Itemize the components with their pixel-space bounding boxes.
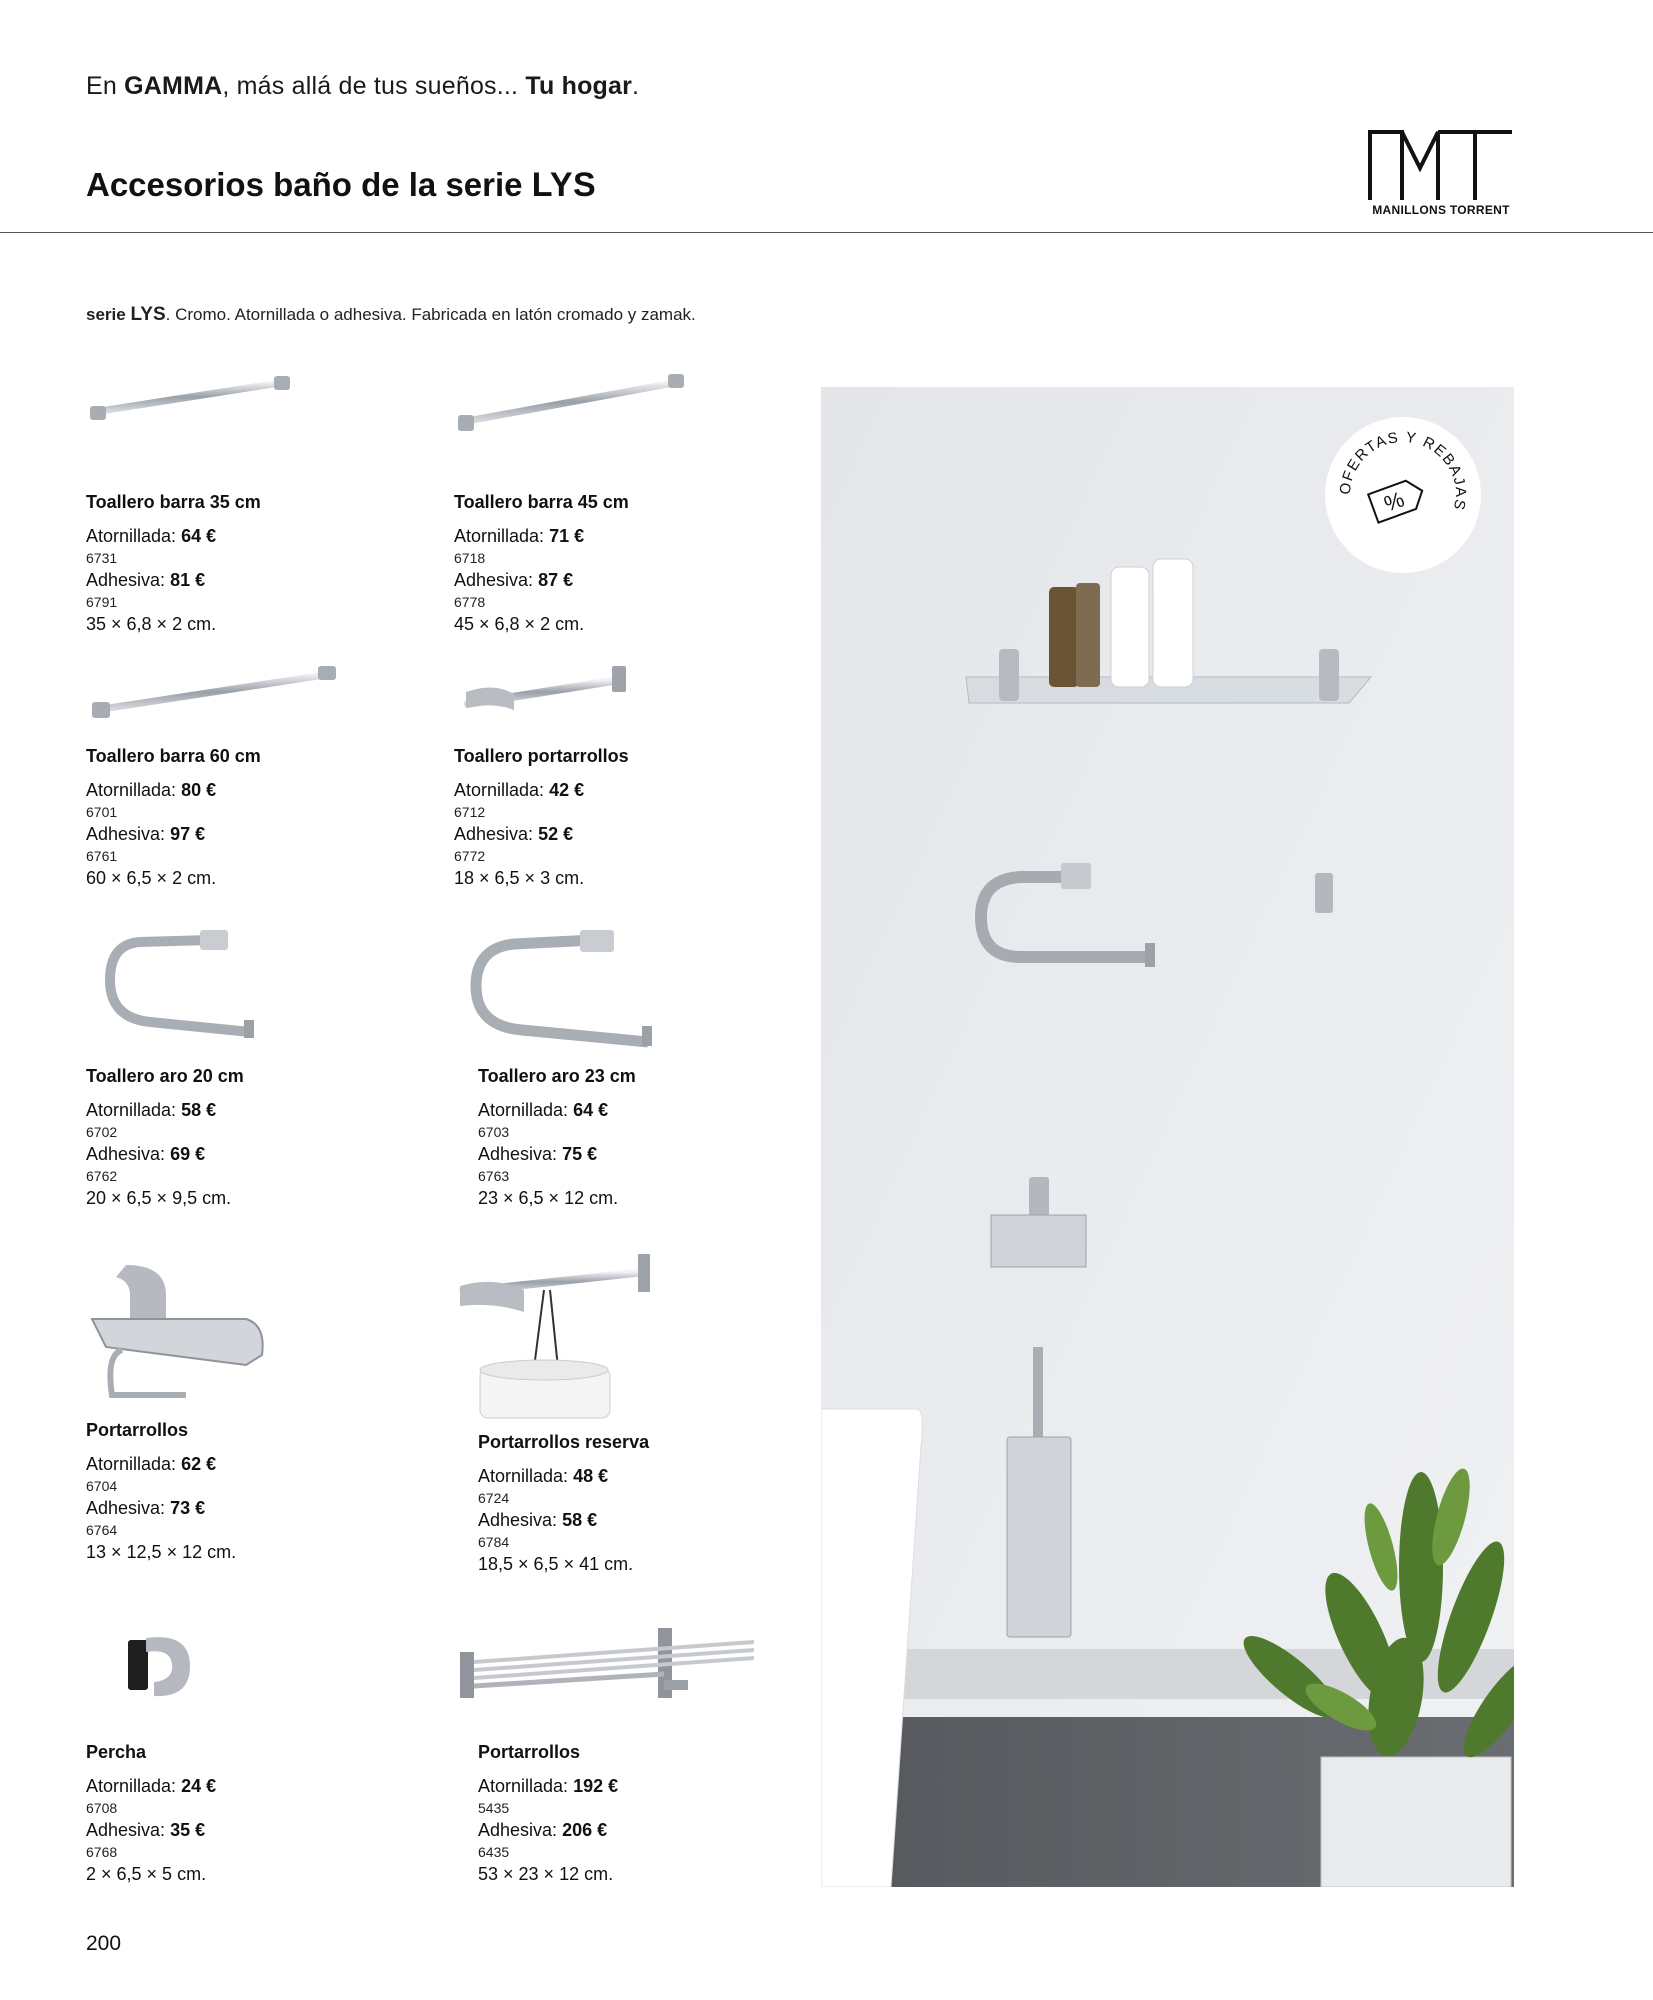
screw-label: Atornillada: <box>478 1776 569 1796</box>
screw-price: 192 € <box>573 1776 619 1796</box>
product-towel-roll-holder <box>454 746 754 889</box>
product-name: Toallero barra 60 cm <box>86 746 261 766</box>
adhesive-price-line <box>86 1497 386 1519</box>
dimensions: 13 × 12,5 × 12 cm. <box>86 1542 237 1562</box>
product-name: Portarrollos <box>86 1420 189 1440</box>
towel-ring-20-image <box>100 922 270 1042</box>
screw-label: Atornillada: <box>478 1466 569 1486</box>
screw-price: 58 € <box>181 1100 217 1120</box>
product-paper-holder <box>86 1420 386 1563</box>
reserve-paper-holder-image <box>454 1250 664 1420</box>
page-number: 200 <box>86 1932 122 1955</box>
screw-price-line <box>478 1775 778 1797</box>
adhesive-price-line <box>86 1819 386 1841</box>
product-towel-rack <box>478 1742 778 1885</box>
screw-price-line <box>86 779 386 801</box>
adhesive-price-line <box>454 569 754 591</box>
dimensions: 2 × 6,5 × 5 cm. <box>86 1864 207 1884</box>
dimensions: 18,5 × 6,5 × 41 cm. <box>478 1554 634 1574</box>
screw-price-line <box>454 779 754 801</box>
dimensions: 18 × 6,5 × 3 cm. <box>454 868 585 888</box>
product-towel-bar-35 <box>86 492 386 635</box>
screw-price: 42 € <box>549 780 585 800</box>
screw-price-line <box>86 1453 386 1475</box>
adhesive-price-line <box>478 1819 778 1841</box>
screw-code: 6718 <box>454 550 486 566</box>
screw-label: Atornillada: <box>454 780 545 800</box>
product-name: Toallero portarrollos <box>454 746 629 766</box>
adhesive-price: 75 € <box>562 1144 598 1164</box>
towel-bar-35-image <box>86 360 306 450</box>
screw-price: 71 € <box>549 526 585 546</box>
adhesive-price: 52 € <box>538 824 574 844</box>
adhesive-code: 6762 <box>86 1168 118 1184</box>
adhesive-price: 81 € <box>170 570 206 590</box>
tagline-brand: GAMMA <box>124 72 223 100</box>
paper-holder-image <box>86 1255 276 1415</box>
screw-price-line <box>478 1465 778 1487</box>
dimensions: 60 × 6,5 × 2 cm. <box>86 868 217 888</box>
adhesive-label: Adhesiva: <box>86 1144 166 1164</box>
adhesive-price: 69 € <box>170 1144 206 1164</box>
product-towel-bar-45 <box>454 492 754 635</box>
screw-label: Atornillada: <box>86 1776 177 1796</box>
dimensions: 53 × 23 × 12 cm. <box>478 1864 614 1884</box>
adhesive-price-line <box>478 1143 778 1165</box>
dimensions: 45 × 6,8 × 2 cm. <box>454 614 585 634</box>
screw-code: 6704 <box>86 1478 118 1494</box>
product-towel-bar-60 <box>86 746 386 889</box>
adhesive-price: 35 € <box>170 1820 206 1840</box>
product-name: Toallero barra 45 cm <box>454 492 629 512</box>
intro-label: serie <box>86 305 126 324</box>
adhesive-label: Adhesiva: <box>478 1144 558 1164</box>
screw-price-line <box>478 1099 778 1121</box>
screw-price-line <box>86 1099 386 1121</box>
badge-symbol: % <box>1380 486 1408 517</box>
adhesive-code: 6778 <box>454 594 486 610</box>
title-series: LYS <box>531 166 597 204</box>
adhesive-code: 6763 <box>478 1168 510 1184</box>
screw-price: 62 € <box>181 1454 217 1474</box>
tagline-end: Tu hogar <box>525 72 633 100</box>
dimensions: 20 × 6,5 × 9,5 cm. <box>86 1188 232 1208</box>
adhesive-price-line <box>478 1509 778 1531</box>
adhesive-label: Adhesiva: <box>478 1820 558 1840</box>
screw-label: Atornillada: <box>454 526 545 546</box>
adhesive-label: Adhesiva: <box>86 1820 166 1840</box>
adhesive-price-line <box>86 823 386 845</box>
screw-label: Atornillada: <box>86 526 177 546</box>
screw-label: Atornillada: <box>478 1100 569 1120</box>
screw-price: 48 € <box>573 1466 609 1486</box>
adhesive-code: 6784 <box>478 1534 510 1550</box>
screw-code: 6708 <box>86 1800 118 1816</box>
screw-code: 6702 <box>86 1124 118 1140</box>
series-intro <box>86 304 696 326</box>
screw-price: 24 € <box>181 1776 217 1796</box>
adhesive-label: Adhesiva: <box>86 1498 166 1518</box>
screw-label: Atornillada: <box>86 1454 177 1474</box>
product-name: Toallero aro 23 cm <box>478 1066 636 1086</box>
adhesive-code: 6435 <box>478 1844 510 1860</box>
product-name: Portarrollos <box>478 1742 581 1762</box>
screw-code: 5435 <box>478 1800 510 1816</box>
adhesive-price: 206 € <box>562 1820 608 1840</box>
header-tagline <box>86 72 639 101</box>
screw-code: 6712 <box>454 804 486 820</box>
screw-label: Atornillada: <box>86 780 177 800</box>
product-towel-ring-23 <box>478 1066 778 1209</box>
adhesive-price-line <box>454 823 754 845</box>
adhesive-price: 87 € <box>538 570 574 590</box>
adhesive-price: 58 € <box>562 1510 598 1530</box>
header-divider <box>0 232 1653 233</box>
adhesive-price-line <box>86 569 386 591</box>
towel-ring-23-image <box>464 922 664 1052</box>
intro-series: LYS <box>130 304 166 325</box>
adhesive-label: Adhesiva: <box>86 570 166 590</box>
screw-code: 6731 <box>86 550 118 566</box>
adhesive-code: 6772 <box>454 848 486 864</box>
screw-code: 6703 <box>478 1124 510 1140</box>
robe-hook-image <box>120 1626 210 1706</box>
product-name: Toallero aro 20 cm <box>86 1066 244 1086</box>
screw-label: Atornillada: <box>86 1100 177 1120</box>
logo-text: MANILLONS TORRENT <box>1372 203 1510 217</box>
adhesive-price-line <box>86 1143 386 1165</box>
towel-roll-holder-image <box>454 652 634 732</box>
tagline-prefix: En <box>86 72 117 100</box>
screw-price-line <box>86 525 386 547</box>
screw-code: 6701 <box>86 804 118 820</box>
product-reserve-paper-holder <box>478 1432 778 1575</box>
product-name: Toallero barra 35 cm <box>86 492 261 512</box>
adhesive-price: 97 € <box>170 824 206 844</box>
adhesive-label: Adhesiva: <box>86 824 166 844</box>
adhesive-label: Adhesiva: <box>454 570 534 590</box>
towel-bar-60-image <box>86 652 346 742</box>
screw-price-line <box>454 525 754 547</box>
towel-rack-shelf-image <box>454 1622 769 1732</box>
intro-text: . Cromo. Atornillada o adhesiva. Fabricada en latón cromado y zamak. <box>165 305 696 324</box>
dimensions: 23 × 6,5 × 12 cm. <box>478 1188 619 1208</box>
dimensions: 35 × 6,8 × 2 cm. <box>86 614 217 634</box>
title-prefix: Accesorios baño de la serie <box>86 166 523 203</box>
tagline-middle: , más allá de tus sueños... <box>222 72 519 100</box>
adhesive-code: 6791 <box>86 594 118 610</box>
adhesive-code: 6764 <box>86 1522 118 1538</box>
adhesive-code: 6768 <box>86 1844 118 1860</box>
screw-price: 80 € <box>181 780 217 800</box>
screw-price-line <box>86 1775 386 1797</box>
product-robe-hook <box>86 1742 386 1885</box>
product-name: Portarrollos reserva <box>478 1432 650 1452</box>
page-title <box>86 166 596 205</box>
adhesive-label: Adhesiva: <box>454 824 534 844</box>
screw-price: 64 € <box>573 1100 609 1120</box>
screw-price: 64 € <box>181 526 217 546</box>
towel-bar-45-image <box>454 360 694 450</box>
adhesive-label: Adhesiva: <box>478 1510 558 1530</box>
product-towel-ring-20 <box>86 1066 386 1209</box>
adhesive-price: 73 € <box>170 1498 206 1518</box>
offers-badge <box>1324 416 1482 574</box>
product-name: Percha <box>86 1742 147 1762</box>
badge-text: OFERTAS Y REBAJAS <box>1336 428 1470 513</box>
tagline-dot: . <box>632 72 640 100</box>
screw-code: 6724 <box>478 1490 510 1506</box>
adhesive-code: 6761 <box>86 848 118 864</box>
bathroom-photo <box>821 387 1514 1887</box>
